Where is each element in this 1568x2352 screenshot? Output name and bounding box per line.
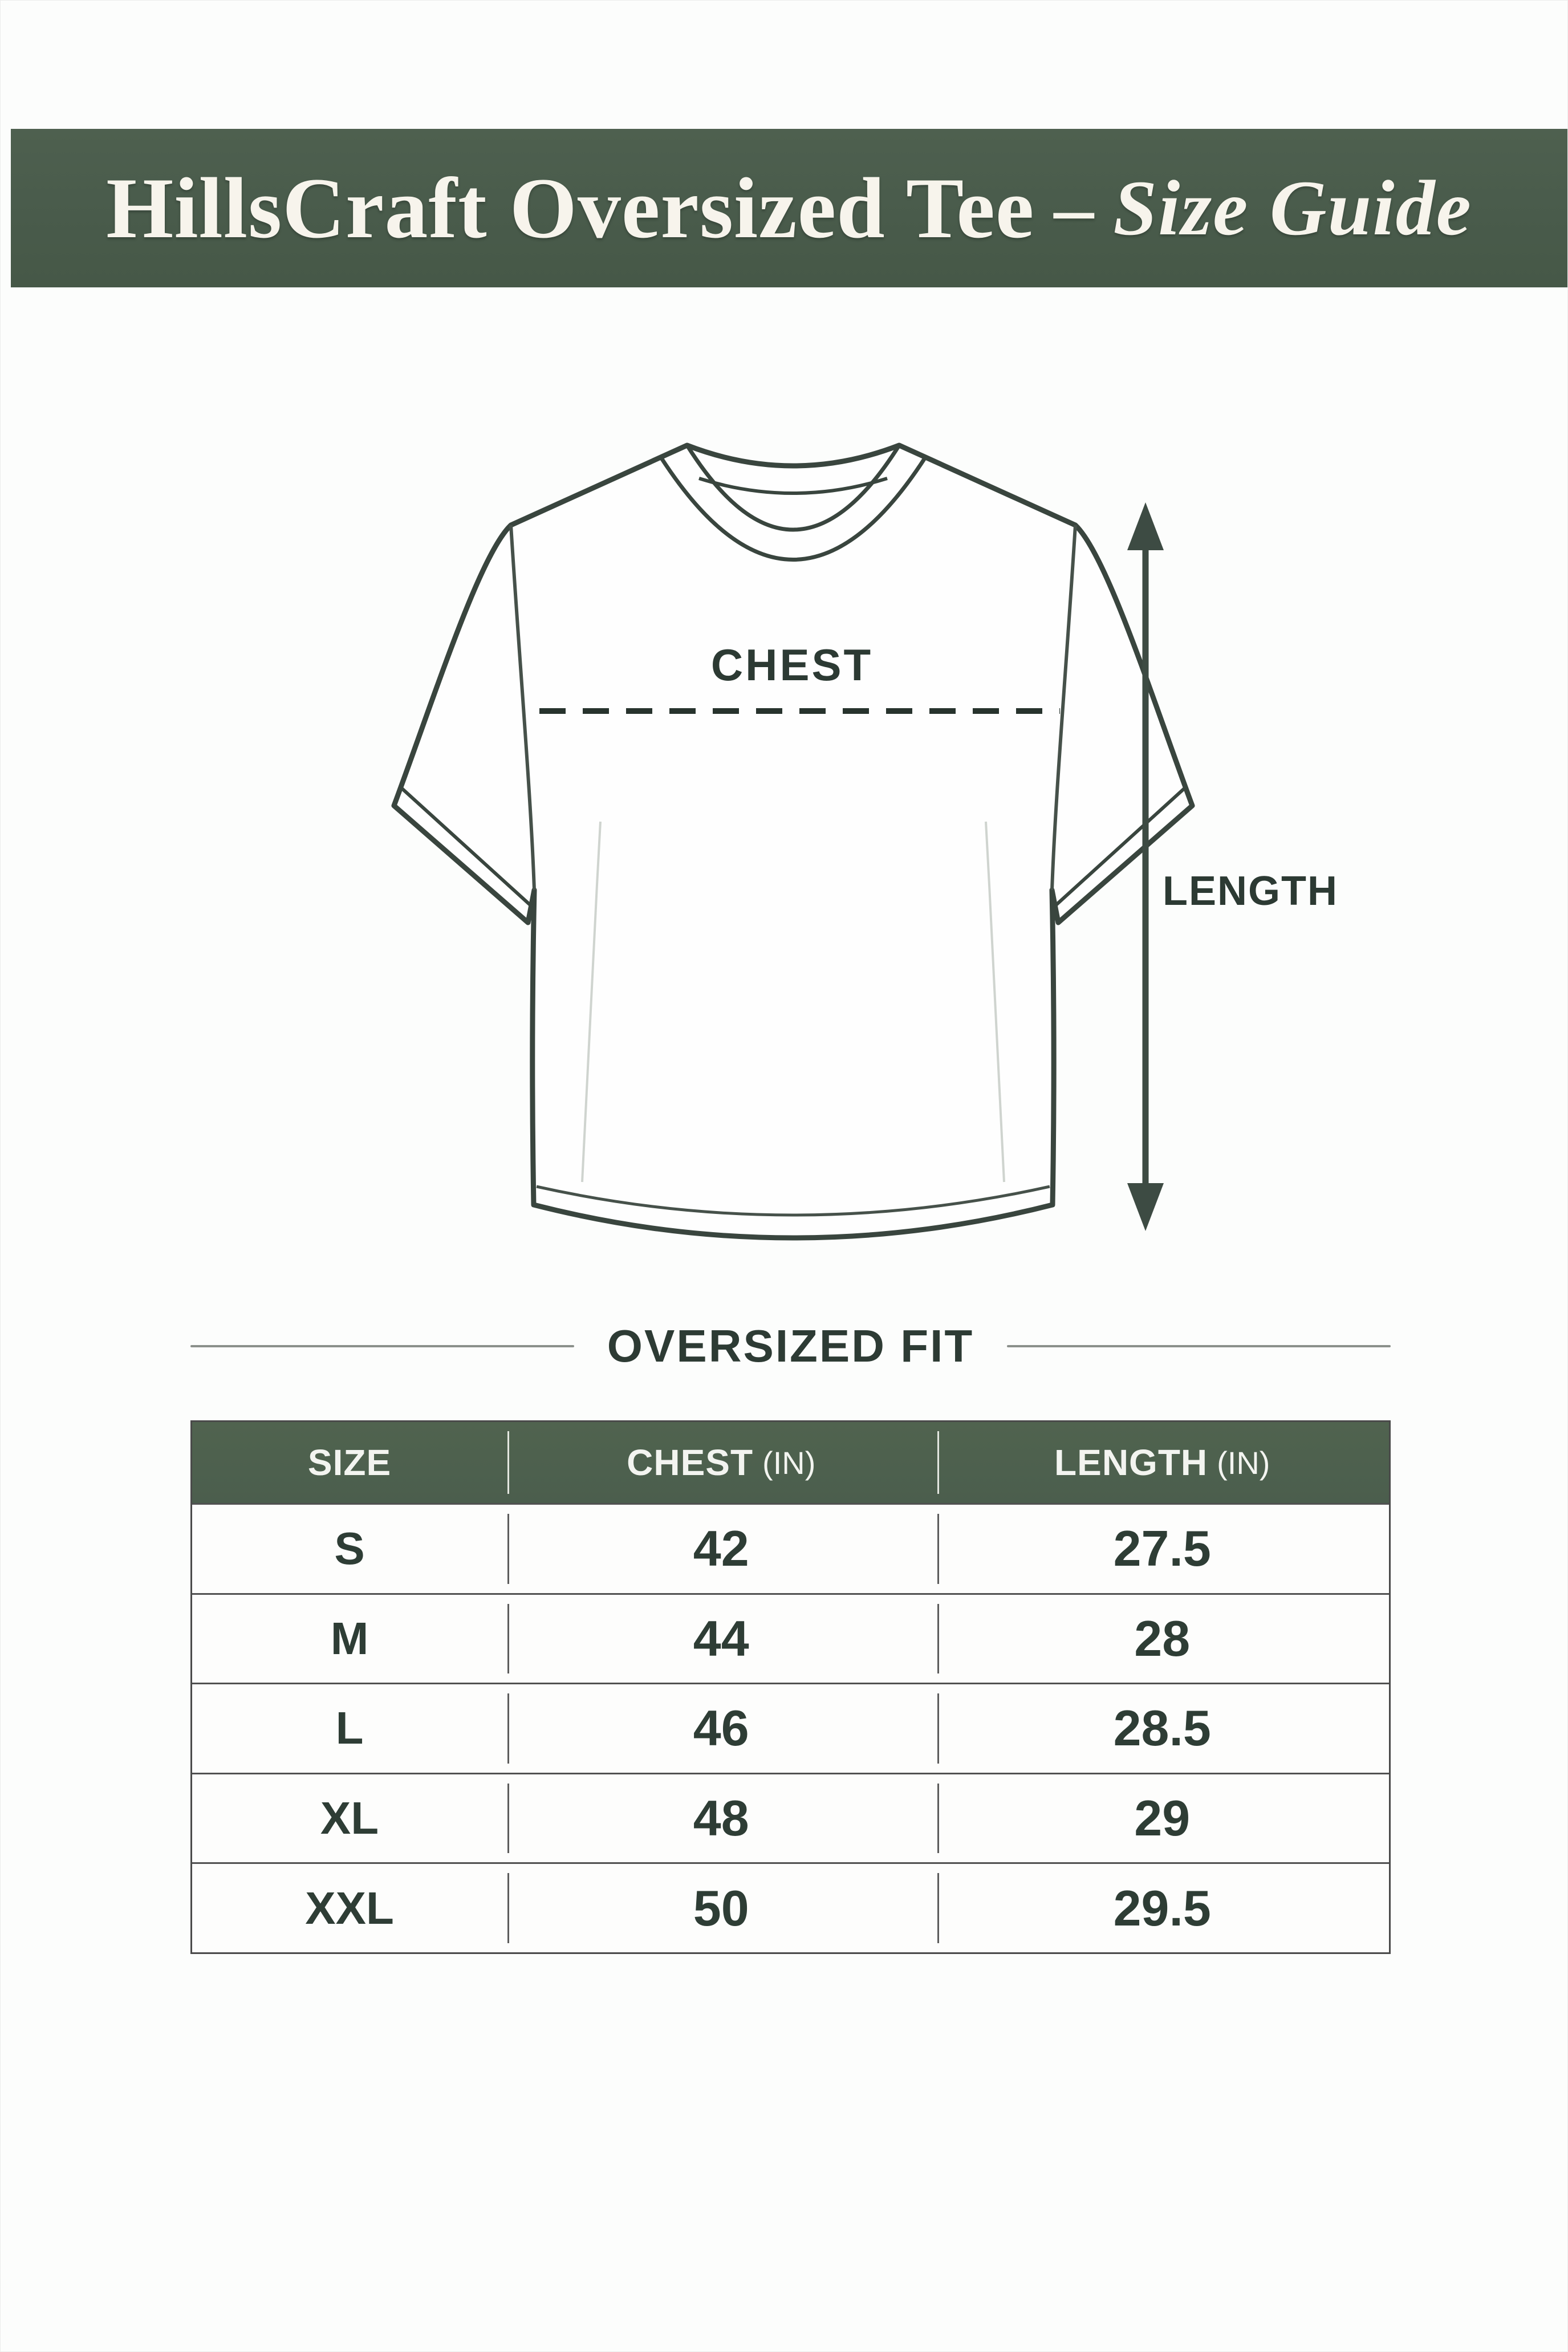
header-chest-label: CHEST bbox=[627, 1442, 754, 1483]
length-arrow-up-head bbox=[1127, 502, 1164, 550]
cell-length: 27.5 bbox=[1113, 1520, 1211, 1577]
cell-chest: 44 bbox=[693, 1610, 749, 1667]
banner-dash: – bbox=[1054, 164, 1094, 252]
cell-size: M bbox=[330, 1612, 369, 1664]
fit-heading-row bbox=[190, 1319, 1391, 1374]
fit-rule-left bbox=[190, 1345, 574, 1347]
header-length-label: LENGTH bbox=[1054, 1442, 1208, 1483]
cell-chest: 50 bbox=[693, 1879, 749, 1936]
table-row bbox=[192, 1503, 1389, 1593]
header-divider-1 bbox=[507, 1431, 509, 1494]
cell-size: L bbox=[335, 1703, 364, 1754]
row-divider-2 bbox=[937, 1784, 939, 1854]
banner-subtitle: Size Guide bbox=[1113, 164, 1472, 251]
header-length-unit: (IN) bbox=[1217, 1444, 1270, 1481]
header-divider-2 bbox=[937, 1431, 939, 1494]
cell-size: XL bbox=[320, 1793, 379, 1844]
length-arrow-down-head bbox=[1127, 1183, 1164, 1231]
header-size-label: SIZE bbox=[307, 1442, 392, 1483]
title-banner bbox=[11, 129, 1567, 287]
banner-title: HillsCraft Oversized Tee bbox=[106, 160, 1035, 256]
cell-length: 28.5 bbox=[1113, 1700, 1211, 1757]
size-table-header bbox=[192, 1422, 1389, 1503]
table-row bbox=[192, 1773, 1389, 1863]
row-divider-1 bbox=[507, 1784, 509, 1854]
row-divider-1 bbox=[507, 1514, 509, 1584]
header-cell-size bbox=[192, 1422, 507, 1503]
row-divider-2 bbox=[937, 1873, 939, 1943]
size-table bbox=[190, 1420, 1391, 1954]
fit-rule-right bbox=[1007, 1345, 1391, 1347]
fit-title: OVERSIZED FIT bbox=[607, 1321, 974, 1371]
cell-length: 29.5 bbox=[1113, 1879, 1211, 1936]
table-row bbox=[192, 1862, 1389, 1952]
header-cell-length bbox=[935, 1422, 1389, 1503]
cell-chest: 42 bbox=[693, 1520, 749, 1577]
cell-length: 28 bbox=[1134, 1610, 1191, 1667]
table-row bbox=[192, 1683, 1389, 1773]
row-divider-2 bbox=[937, 1693, 939, 1764]
table-row bbox=[192, 1593, 1389, 1683]
cell-size: S bbox=[334, 1523, 365, 1574]
header-cell-chest bbox=[507, 1422, 935, 1503]
row-divider-1 bbox=[507, 1604, 509, 1674]
chest-label: CHEST bbox=[710, 640, 874, 690]
row-divider-1 bbox=[507, 1693, 509, 1764]
length-label: LENGTH bbox=[1163, 868, 1338, 914]
row-divider-1 bbox=[507, 1873, 509, 1943]
cell-size: XXL bbox=[305, 1882, 394, 1933]
cell-length: 29 bbox=[1134, 1790, 1191, 1847]
tshirt-figure bbox=[343, 423, 1369, 1283]
header-chest-unit: (IN) bbox=[762, 1444, 816, 1481]
cell-chest: 46 bbox=[693, 1700, 749, 1757]
row-divider-2 bbox=[937, 1514, 939, 1584]
row-divider-2 bbox=[937, 1604, 939, 1674]
cell-chest: 48 bbox=[693, 1790, 749, 1847]
